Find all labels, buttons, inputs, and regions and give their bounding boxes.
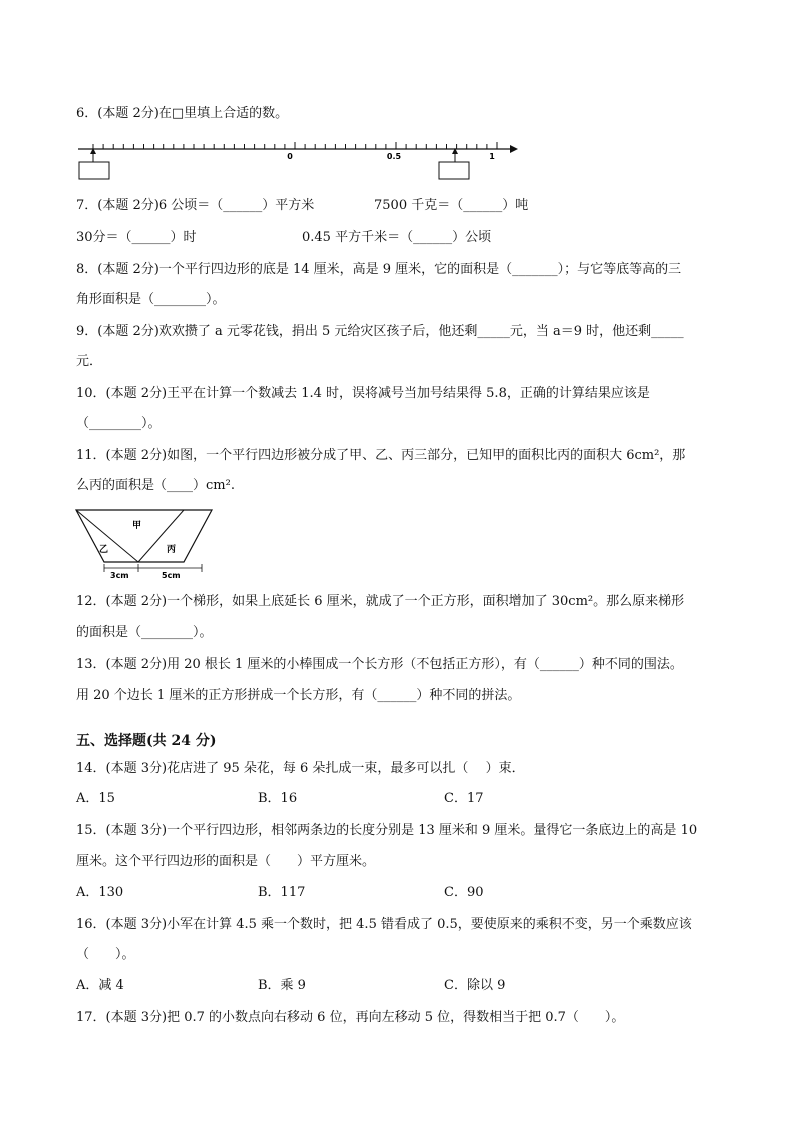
q17-stem: 17．(本题 3分)把 0.7 的小数点向右移动 6 位，再向左移动 5 位，得数相当于把 0.7（ ）。 [76, 1010, 625, 1025]
q9-line1: 9．(本题 2分)欢欢攒了 a 元零花钱，捐出 5 元给灾区孩子后，他还剩_____元，当 a＝9 时，他还剩_____ [76, 324, 684, 339]
q14-stem: 14．(本题 3分)花店进了 95 朵花，每 6 朵扎成一束，最多可以扎（ ）束． [76, 761, 525, 776]
q14-option-c[interactable]: C．17 [444, 791, 484, 806]
q16-option-b[interactable]: B．乘 9 [258, 978, 306, 993]
q7-part-b: 7500 千克＝（______）吨 [374, 198, 529, 213]
q14-option-a[interactable]: A．15 [76, 791, 115, 806]
parallelogram-figure [74, 506, 224, 582]
answer-box-left[interactable] [79, 162, 109, 179]
tick-label-1: 1 [489, 152, 495, 161]
q13-line2: 用 20 个边长 1 厘米的正方形拼成一个长方形，有（______）种不同的拼法。 [76, 688, 521, 703]
number-line-figure [74, 128, 524, 184]
region-bing-label: 丙 [167, 545, 177, 555]
tick-label-0-5: 0.5 [386, 152, 402, 161]
q7-part-a: 7．(本题 2分)6 公顷＝（______）平方米 [76, 198, 315, 213]
region-jia-label: 甲 [132, 521, 142, 531]
q7-part-d: 0.45 平方千米＝（______）公顷 [302, 230, 492, 245]
region-yi-label: 乙 [99, 545, 109, 555]
q8-line1: 8．(本题 2分)一个平行四边形的底是 14 厘米，高是 9 厘米，它的面积是（_______）；与它等底等高的三 [76, 262, 682, 277]
q9-line2: 元． [76, 354, 103, 369]
q15-option-b[interactable]: B．117 [258, 885, 306, 900]
q15-line2: 厘米。这个平行四边形的面积是（ ）平方厘米。 [76, 854, 376, 869]
q12-line2: 的面积是（________）。 [76, 625, 213, 640]
q16-option-c[interactable]: C．除以 9 [444, 978, 506, 993]
length-5cm-label: 5cm [162, 571, 181, 580]
length-3cm-label: 3cm [110, 571, 129, 580]
q6-text: 6．(本题 2分)在□里填上合适的数。 [76, 106, 289, 121]
q10-line2: （________）。 [76, 416, 161, 431]
q16-line2: （ ）。 [76, 947, 135, 962]
q14-option-b[interactable]: B．16 [258, 791, 298, 806]
q8-line2: 角形面积是（________）。 [76, 292, 226, 307]
q15-line1: 15．(本题 3分)一个平行四边形，相邻两条边的长度分别是 13 厘米和 9 厘米。量得它一条底边上的高是 10 [76, 823, 698, 838]
q16-line1: 16．(本题 3分)小军在计算 4.5 乘一个数时，把 4.5 错看成了 0.5，要使原来的乘积不变，另一个乘数应该 [76, 917, 692, 932]
q16-option-a[interactable]: A．减 4 [76, 978, 124, 993]
q13-line1: 13．(本题 2分)用 20 根长 1 厘米的小棒围成一个长方形（不包括正方形），有（______）种不同的围法。 [76, 657, 683, 672]
q15-option-a[interactable]: A．130 [76, 885, 124, 900]
q10-line1: 10．(本题 2分)王平在计算一个数减去 1.4 时，误将减号当加号结果得 5.8，正确的计算结果应该是 [76, 386, 650, 401]
q11-line1: 11．(本题 2分)如图，一个平行四边形被分成了甲、乙、丙三部分，已知甲的面积比丙的面积大 6cm²，那 [76, 448, 686, 463]
section-heading-choice: 五、选择题(共 24 分) [76, 733, 217, 749]
q7-part-c: 30分＝（______）时 [76, 230, 197, 245]
q11-line2: 么丙的面积是（____）cm². [76, 478, 235, 493]
answer-box-right[interactable] [439, 162, 469, 179]
q15-option-c[interactable]: C．90 [444, 885, 484, 900]
q12-line1: 12．(本题 2分)一个梯形，如果上底延长 6 厘米，就成了一个正方形，面积增加了 30cm²。那么原来梯形 [76, 594, 685, 609]
tick-label-0: 0 [287, 152, 293, 161]
